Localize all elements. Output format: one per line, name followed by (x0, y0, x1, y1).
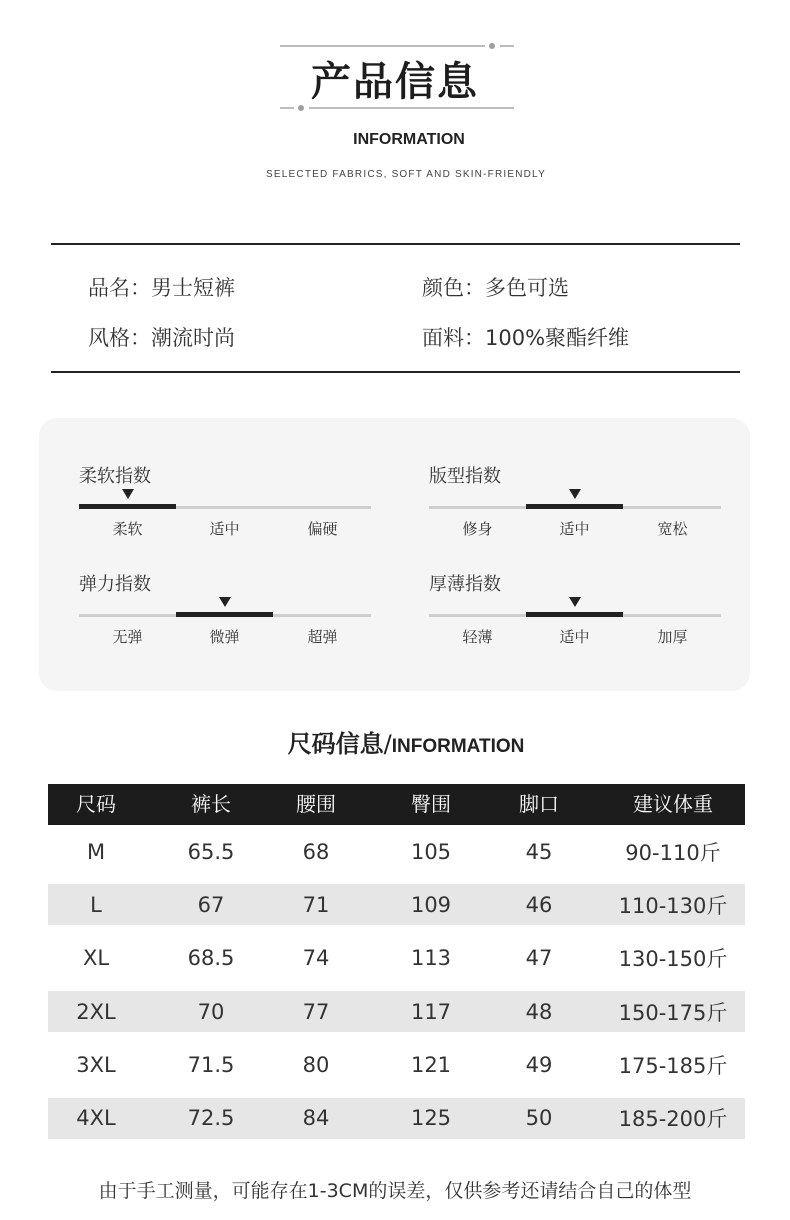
info-value: 100%聚酯纤维 (485, 326, 630, 350)
index-marker-icon (122, 489, 134, 499)
table-cell: XL (82, 946, 110, 971)
table-row (48, 825, 745, 878)
index-active-segment (79, 504, 176, 509)
table-cell: M (86, 839, 106, 864)
table-cell: 45 (525, 839, 553, 864)
info-bottom-rule (51, 371, 740, 373)
index-marker-icon (569, 489, 581, 499)
table-row (48, 1098, 745, 1139)
header-cell-size: 尺码 (76, 792, 116, 816)
index-option: 无弹 (112, 628, 143, 646)
size-title-separator: / (383, 730, 392, 758)
table-cell: 4XL (76, 1106, 116, 1131)
table-cell: 109 (410, 892, 452, 917)
index-marker-icon (219, 597, 231, 607)
index-option: 适中 (559, 520, 590, 538)
table-row (48, 991, 745, 1032)
index-elasticity (79, 570, 371, 670)
table-cell: 185-200斤 (618, 1107, 728, 1132)
index-title: 厚薄指数 (429, 574, 501, 595)
table-cell: 72.5 (187, 1106, 235, 1131)
title-deco-bottom-tail (280, 107, 294, 109)
table-cell: L (90, 892, 102, 917)
table-cell: 80 (302, 1053, 330, 1078)
index-active-segment (526, 612, 623, 617)
size-table (48, 784, 745, 1145)
info-style (88, 322, 235, 352)
title-deco-top-tail (500, 45, 514, 47)
index-thickness (429, 570, 721, 670)
info-label: 面料： (422, 326, 485, 350)
index-fit (429, 462, 721, 562)
info-label: 品名： (88, 276, 151, 300)
index-option: 加厚 (657, 628, 688, 646)
header-cell-hem: 脚口 (519, 792, 559, 816)
table-cell: 130-150斤 (618, 947, 728, 972)
info-top-rule (51, 243, 740, 245)
index-option: 超弹 (307, 628, 338, 646)
table-cell: 105 (410, 839, 452, 864)
table-cell: 68 (302, 839, 330, 864)
table-cell: 125 (410, 1106, 452, 1131)
index-option: 适中 (559, 628, 590, 646)
table-cell: 113 (410, 946, 452, 971)
table-cell: 71.5 (187, 1053, 235, 1078)
table-row (48, 1039, 745, 1092)
page-subtitle: INFORMATION (353, 131, 465, 148)
table-cell: 117 (410, 999, 452, 1024)
page-title: 产品信息 (311, 59, 479, 105)
table-cell: 68.5 (187, 946, 235, 971)
header-cell-hip: 臀围 (411, 792, 451, 816)
table-cell: 2XL (76, 999, 116, 1024)
title-deco-top-line (280, 45, 485, 47)
table-cell: 175-185斤 (618, 1054, 728, 1079)
info-label: 颜色： (422, 276, 485, 300)
table-cell: 70 (197, 999, 225, 1024)
table-cell: 67 (197, 892, 225, 917)
table-cell: 150-175斤 (618, 1000, 728, 1025)
table-cell: 84 (302, 1106, 330, 1131)
measurement-footnote: 由于手工测量，可能存在1-3CM的误差，仅供参考还请结合自己的体型 (98, 1180, 692, 1202)
index-option: 微弹 (209, 628, 240, 646)
index-marker-icon (569, 597, 581, 607)
info-label: 风格： (88, 326, 151, 350)
table-cell: 46 (525, 892, 553, 917)
table-cell: 50 (525, 1106, 553, 1131)
index-option: 柔软 (112, 520, 143, 538)
header-cell-weight: 建议体重 (633, 792, 713, 816)
table-row (48, 932, 745, 985)
index-title: 弹力指数 (79, 574, 151, 595)
index-option: 适中 (209, 520, 240, 538)
title-deco-bottom-line (309, 107, 514, 109)
header-cell-length: 裤长 (191, 792, 231, 816)
info-color (422, 272, 569, 302)
size-title-cn: 尺码信息 (287, 730, 384, 758)
size-section-title (0, 724, 790, 759)
table-cell: 49 (525, 1053, 553, 1078)
size-table-header (48, 784, 745, 825)
info-product-name (88, 272, 235, 302)
index-option: 修身 (462, 520, 493, 538)
table-cell: 121 (410, 1053, 452, 1078)
size-title-en: INFORMATION (391, 736, 525, 757)
info-value: 男士短裤 (151, 276, 235, 300)
index-option: 轻薄 (462, 628, 493, 646)
table-cell: 77 (302, 999, 330, 1024)
info-fabric (422, 322, 629, 352)
title-deco-bottom-dot (298, 105, 304, 111)
table-cell: 71 (302, 892, 330, 917)
page-tagline: SELECTED FABRICS, SOFT AND SKIN-FRIENDLY (266, 169, 546, 180)
table-cell: 74 (302, 946, 330, 971)
info-value: 潮流时尚 (151, 326, 235, 350)
index-option: 偏硬 (307, 520, 338, 538)
table-cell: 47 (525, 946, 553, 971)
table-cell: 3XL (76, 1053, 116, 1078)
info-value: 多色可选 (485, 276, 569, 300)
table-cell: 110-130斤 (618, 893, 728, 918)
index-title: 版型指数 (429, 466, 501, 487)
index-active-segment (526, 504, 623, 509)
table-row (48, 884, 745, 925)
title-deco-top-dot (489, 43, 495, 49)
table-cell: 65.5 (187, 839, 235, 864)
table-cell: 90-110斤 (625, 840, 721, 865)
index-option: 宽松 (657, 520, 688, 538)
header-cell-waist: 腰围 (296, 792, 336, 816)
table-cell: 48 (525, 999, 553, 1024)
index-title: 柔软指数 (79, 466, 151, 487)
index-softness (79, 462, 371, 562)
index-active-segment (176, 612, 273, 617)
